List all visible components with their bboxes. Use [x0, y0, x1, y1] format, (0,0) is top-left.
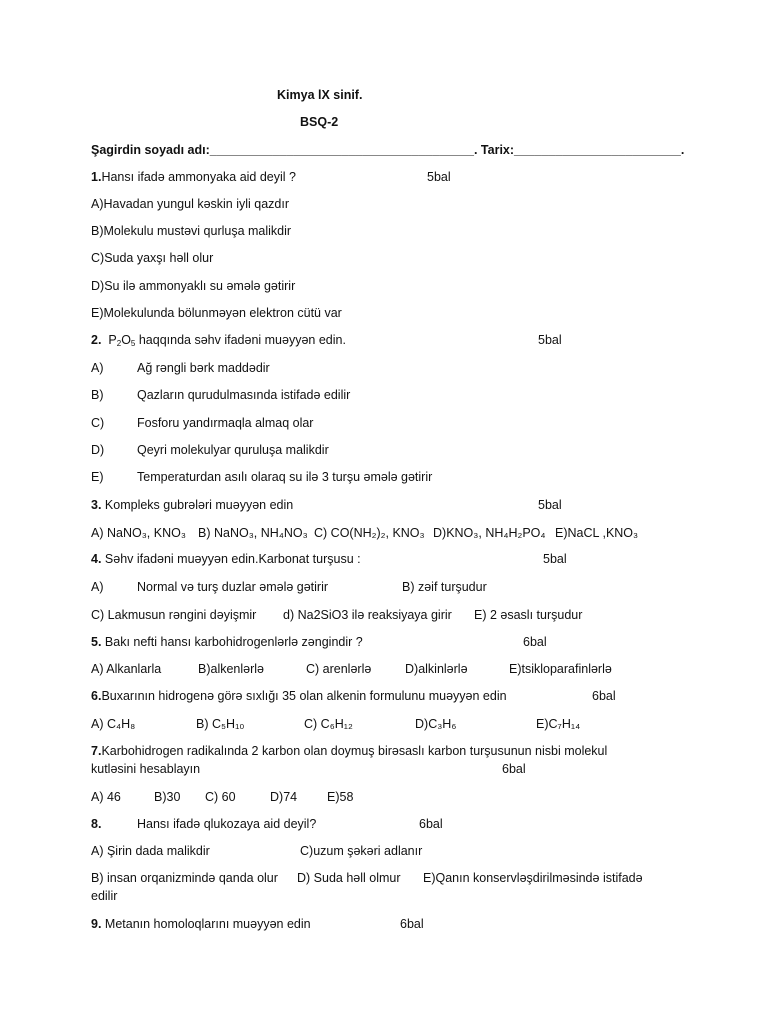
q6-option-a: A) C₄H₈: [91, 717, 136, 731]
student-name-blank: ______________________________________: [209, 143, 474, 157]
q5-option-e: E)tsikloparafinlərlə: [509, 662, 612, 676]
question-5: [91, 634, 363, 650]
question-number: 5.: [91, 635, 102, 649]
question-3-points: 5bal: [538, 498, 562, 512]
question-9-points: 6bal: [400, 917, 424, 931]
question-number: 7.: [91, 744, 102, 758]
question-8-number: 8.: [91, 817, 102, 831]
q2-option-d-letter: D): [91, 443, 105, 457]
q2-option-c-letter: C): [91, 416, 105, 430]
q7-option-b: B)30: [154, 790, 181, 804]
date-label: . Tarix:: [473, 143, 515, 157]
q6-option-d: D)C₃H₆: [415, 717, 457, 731]
q2-option-a-text: Ağ rəngli bərk maddədir: [137, 361, 270, 375]
q1-option-b: B)Molekulu mustəvi qurluşa malikdir: [91, 224, 292, 238]
q4-option-b: B) zəif turşudur: [402, 580, 487, 594]
question-text: Səhv ifadəni muəyyən edin.Karbonat turşusu :: [101, 552, 361, 566]
q7-option-c: C) 60: [205, 790, 236, 804]
question-number: 3.: [91, 498, 102, 512]
q3-option-e: E)NaCL ,KNO₃: [555, 526, 639, 540]
question-8-text: Hansı ifadə qlukozaya aid deyil?: [137, 817, 317, 831]
question-number: 1.: [91, 170, 102, 184]
question-text: Bakı nefti hansı karbohidrogenlərlə zəngindir ?: [101, 635, 363, 649]
question-2-points: 5bal: [538, 333, 562, 347]
q8-option-a: A) Şirin dada malikdir: [91, 844, 210, 858]
question-text: Karbohidrogen radikalında 2 karbon olan doymuş birəsaslı karbon turşusunun nisbi molekul: [101, 744, 608, 758]
question-number: 9.: [91, 917, 102, 931]
date-end: .: [680, 143, 685, 157]
page-title: Kimya lX sinif.: [277, 88, 363, 102]
question-4-points: 5bal: [543, 552, 567, 566]
formula: $P_2O_5$: [108, 333, 136, 348]
q1-option-a: A)Havadan yungul kəskin iyli qazdır: [91, 197, 290, 211]
question-6-points: 6bal: [592, 689, 616, 703]
question-3: [91, 497, 293, 513]
question-number: 6.: [91, 689, 102, 703]
q1-option-d: D)Su ilə ammonyaklı su əmələ gətirir: [91, 279, 296, 293]
question-9: [91, 916, 311, 932]
q8-option-c: C)uzum şəkəri adlanır: [300, 844, 423, 858]
q3-option-d: D)KNO₃, NH₄H₂PO₄: [433, 526, 546, 540]
q1-option-e: E)Molekulunda bölunməyən elektron cütü var: [91, 306, 342, 320]
q3-option-b: B) NaNO₃, NH₄NO₃: [198, 526, 308, 540]
q8-option-e: E)Qanın konservləşdirilməsində istifadə: [423, 871, 643, 885]
question-5-points: 6bal: [523, 635, 547, 649]
question-text: Hansı ifadə ammonyaka aid deyil ?: [101, 170, 296, 184]
q6-option-b: B) C₅H₁₀: [196, 717, 245, 731]
question-4: [91, 551, 361, 567]
q2-option-b-letter: B): [91, 388, 104, 402]
q6-option-e: E)C₇H₁₄: [536, 717, 581, 731]
question-7-points: 6bal: [502, 762, 526, 776]
q7-option-d: D)74: [270, 790, 298, 804]
question-7-line-2: kutləsini hesablayın: [91, 762, 201, 776]
q7-option-e: E)58: [327, 790, 354, 804]
question-text: haqqında səhv ifadəni muəyyən edin.: [135, 333, 346, 347]
student-name-label: Şagirdin soyadı adı:: [91, 143, 210, 157]
question-1: [91, 169, 296, 185]
question-1-points: 5bal: [427, 170, 451, 184]
q4-option-a-letter: A): [91, 580, 104, 594]
question-text: Buxarının hidrogenə görə sıxlığı 35 olan alkenin formulunu muəyyən edin: [101, 689, 507, 703]
q2-option-d-text: Qeyri molekulyar quruluşa malikdir: [137, 443, 329, 457]
q5-option-d: D)alkinlərlə: [405, 662, 468, 676]
q6-option-c: C) C₆H₁₂: [304, 717, 353, 731]
question-number: 2.: [91, 333, 102, 347]
q3-option-c: C) CO(NH₂)₂, KNO₃: [314, 526, 425, 540]
question-text: Kompleks gubrələri muəyyən edin: [101, 498, 294, 512]
question-7: [91, 743, 607, 759]
question-2: [91, 332, 346, 348]
q2-option-e-text: Temperaturdan asılı olaraq su ilə 3 turşu əmələ gətirir: [137, 470, 433, 484]
q2-option-a-letter: A): [91, 361, 104, 375]
q7-option-a: A) 46: [91, 790, 121, 804]
q2-option-c-text: Fosforu yandırmaqla almaq olar: [137, 416, 314, 430]
q2-option-e-letter: E): [91, 470, 104, 484]
q4-option-d: d) Na2SiO3 ilə reaksiyaya girir: [283, 608, 452, 622]
student-date-line: [91, 142, 684, 158]
test-code: BSQ-2: [300, 115, 339, 129]
date-blank: ________________________: [514, 143, 681, 157]
q4-option-a-text: Normal və turş duzlar əmələ gətirir: [137, 580, 329, 594]
q8-option-d: D) Suda həll olmur: [297, 871, 401, 885]
question-text: Metanın homoloqlarını muəyyən edin: [101, 917, 311, 931]
q3-option-a: A) NaNO₃, KNO₃: [91, 526, 186, 540]
q5-option-c: C) arenlərlə: [306, 662, 372, 676]
q8-option-e-continued: edilir: [91, 889, 118, 903]
q4-option-c: C) Lakmusun rəngini dəyişmir: [91, 608, 257, 622]
q2-option-b-text: Qazların qurudulmasında istifadə edilir: [137, 388, 351, 402]
q8-option-b: B) insan orqanizmində qanda olur: [91, 871, 278, 885]
question-number: 4.: [91, 552, 102, 566]
question-6: [91, 688, 507, 704]
q5-option-a: A) Alkanlarla: [91, 662, 162, 676]
q1-option-c: C)Suda yaxşı həll olur: [91, 251, 214, 265]
question-8-points: 6bal: [419, 817, 443, 831]
q4-option-e: E) 2 əsaslı turşudur: [474, 608, 583, 622]
q5-option-b: B)alkenlərlə: [198, 662, 265, 676]
